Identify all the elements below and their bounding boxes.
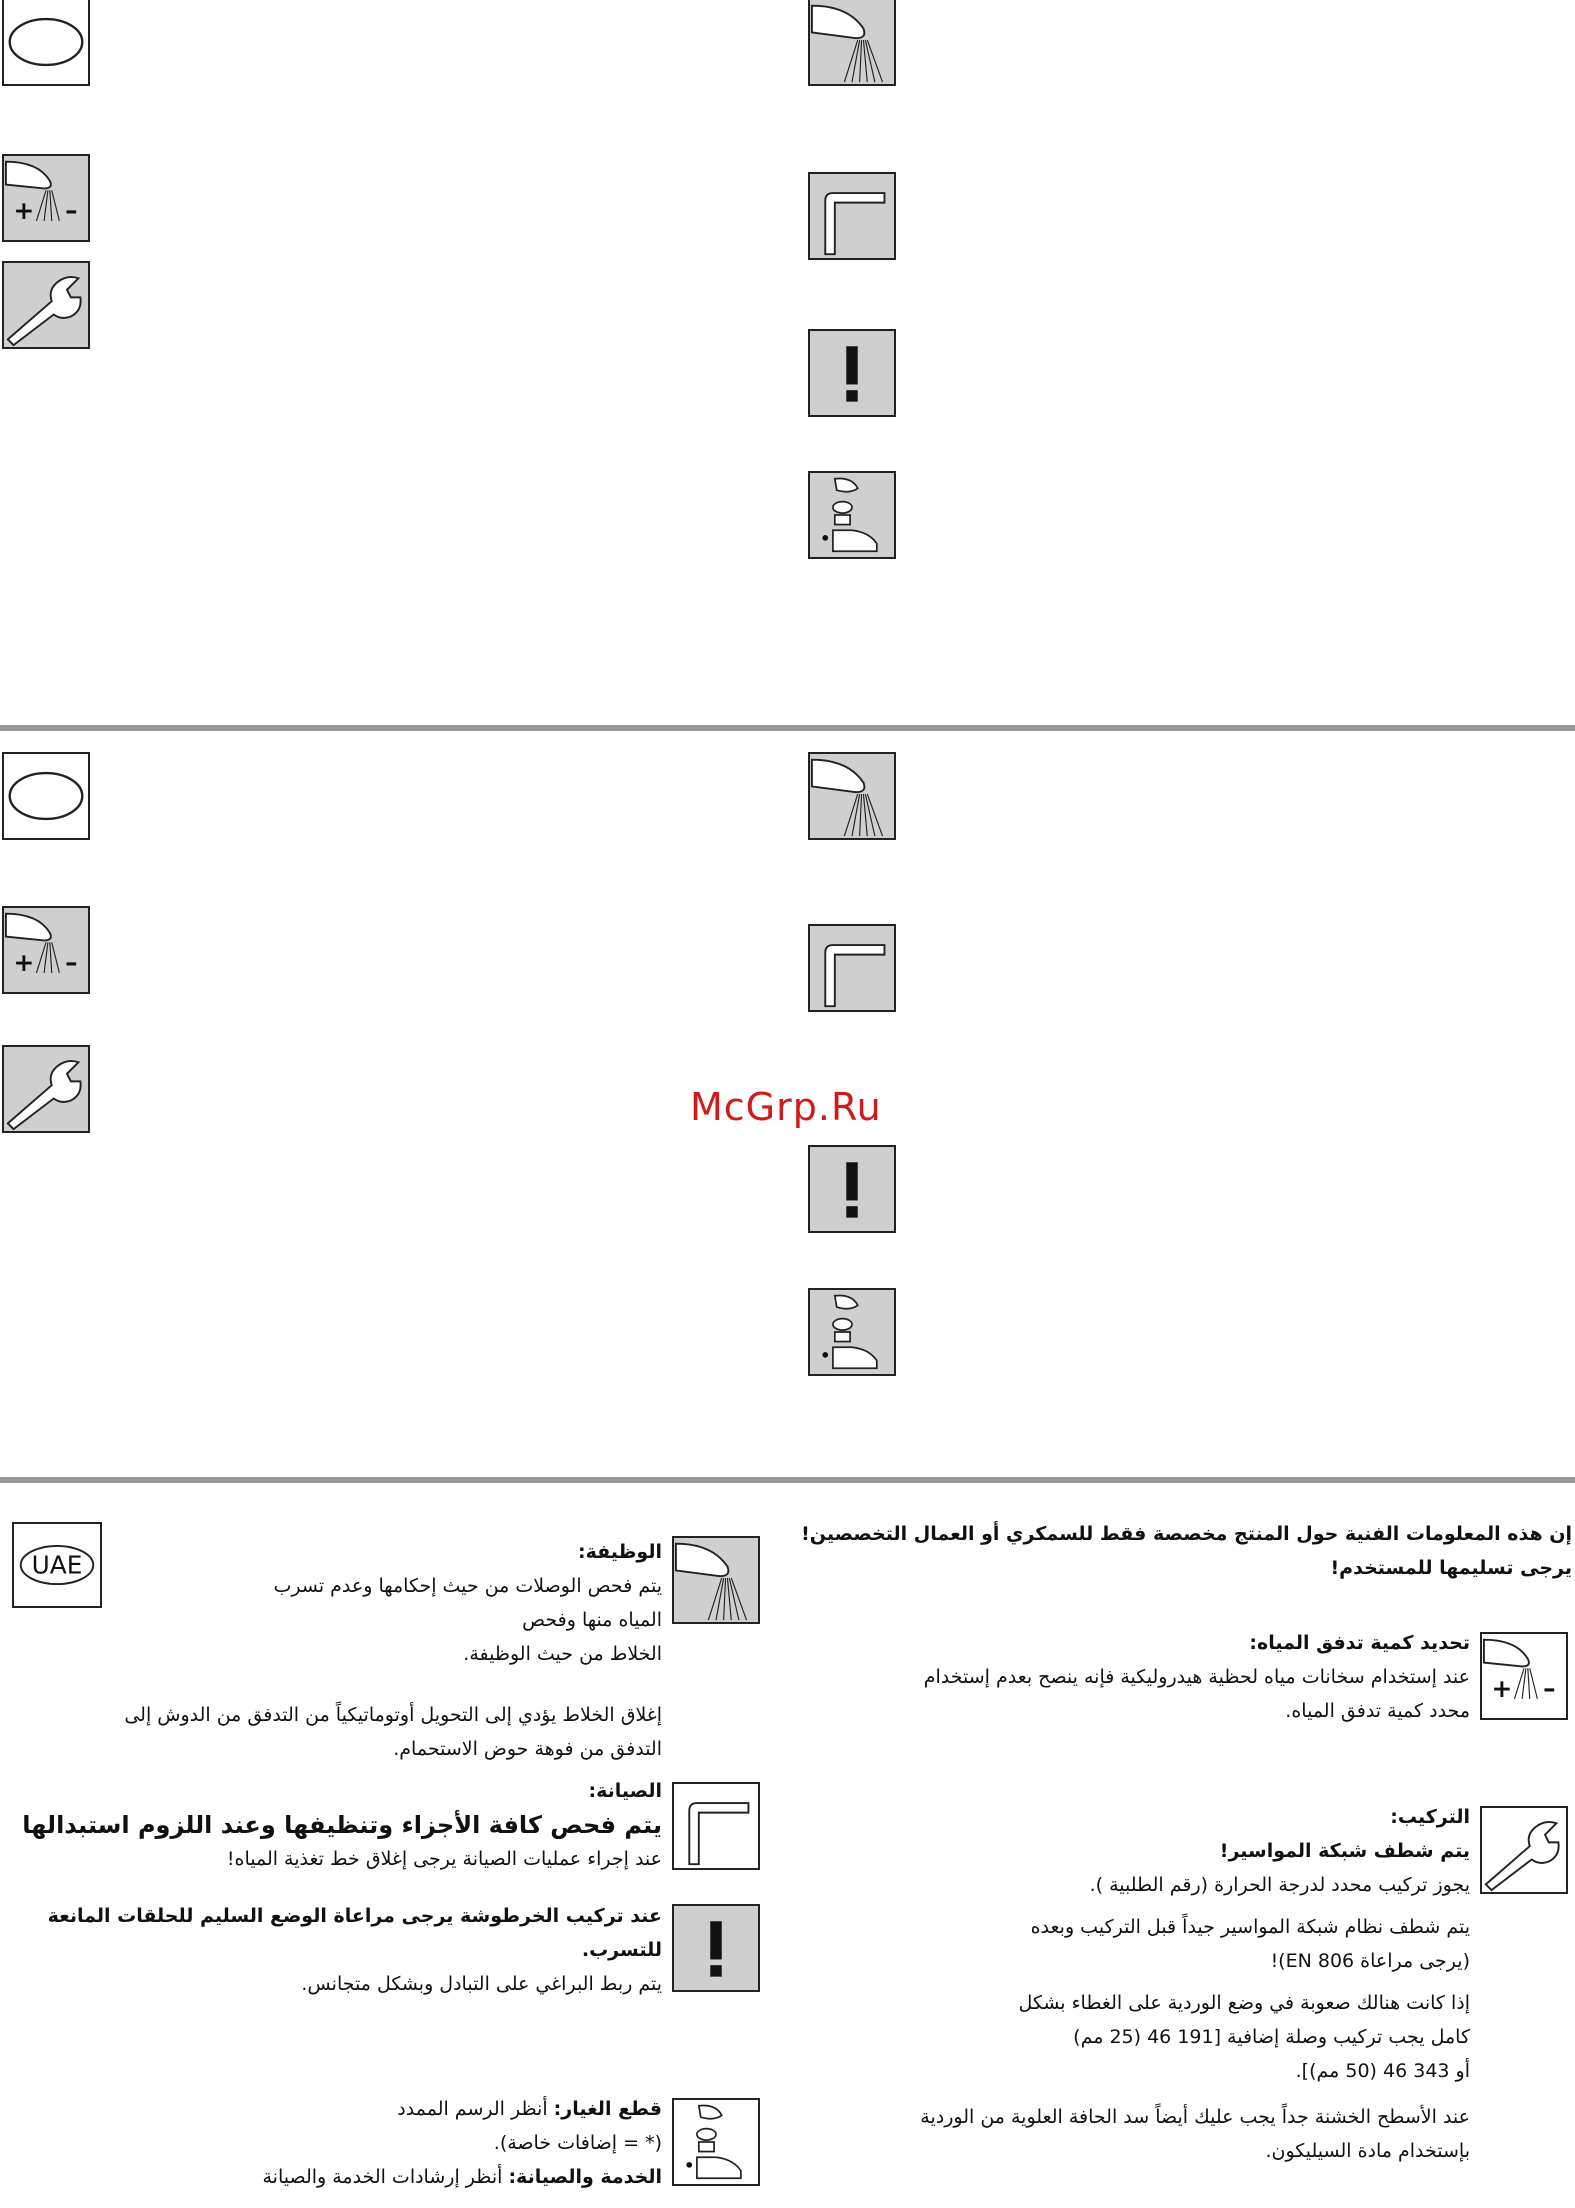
warning-icon-box-3 bbox=[672, 1904, 760, 1992]
flow-adjust-icon-box-3 bbox=[1480, 1632, 1568, 1720]
install-line-4: إذا كانت هنالك صعوبة في وضع الوردية على الغطاء بشكل bbox=[1018, 1992, 1470, 2014]
function-section-cont bbox=[8, 1698, 662, 1766]
warning-icon bbox=[674, 1906, 758, 1990]
spray-icon-box-1 bbox=[808, 0, 896, 86]
spray-icon bbox=[810, 0, 894, 84]
svg-text:+: + bbox=[13, 948, 35, 977]
function-line-4: إغلاق الخلاط يؤدي إلى التحويل أوتوماتيكياً من التدفق من الدوش إلى bbox=[124, 1704, 662, 1726]
install-subheading: يتم شطف شبكة المواسير! bbox=[1219, 1840, 1470, 1862]
install-line-1: يجوز تركيب محدد لدرجة الحرارة (رقم الطلبية ). bbox=[1089, 1874, 1470, 1896]
cartridge-bold-line: عند تركيب الخرطوشة يرجى مراعاة الوضع السليم للحلقات المانعة للتسرب. bbox=[47, 1905, 662, 1961]
intro-block bbox=[800, 1517, 1572, 1585]
hex-key-icon bbox=[810, 174, 894, 258]
flow-adjust-icon-box-1 bbox=[2, 154, 90, 242]
spare-parts-icon-box-3 bbox=[672, 2098, 760, 2186]
wrench-icon-box-1 bbox=[2, 261, 90, 349]
maintenance-section bbox=[8, 1774, 662, 1876]
maintenance-line-1: عند إجراء عمليات الصيانة يرجى إغلاق خط تغذية المياه! bbox=[226, 1848, 662, 1870]
uae-badge-box bbox=[12, 1522, 102, 1608]
install-line-7: عند الأسطح الخشنة جداً يجب عليك أيضاً سد الحافة العلوية من الوردية bbox=[920, 2106, 1470, 2128]
svg-text:–: – bbox=[1543, 1674, 1556, 1703]
spray-icon-box-2 bbox=[808, 752, 896, 840]
svg-text:–: – bbox=[65, 948, 78, 977]
spares-line-2: (* = إضافات خاصة). bbox=[493, 2132, 662, 2154]
hex-key-icon-box-2 bbox=[808, 924, 896, 1012]
function-line-5: التدفق من فوهة حوض الاستحمام. bbox=[393, 1738, 662, 1760]
flow-adjust-icon bbox=[1482, 1634, 1566, 1718]
hex-key-icon bbox=[810, 926, 894, 1010]
install-line-8: بإستخدام مادة السيليكون. bbox=[1265, 2140, 1470, 2162]
spare-parts-icon bbox=[810, 473, 894, 557]
watermark: McGrp.Ru bbox=[690, 1085, 882, 1129]
service-text: أنظر إرشادات الخدمة والصيانة bbox=[262, 2166, 503, 2188]
spare-parts-icon-box-2 bbox=[808, 1288, 896, 1376]
wrench-icon-box-3 bbox=[1480, 1806, 1568, 1894]
spares-text: أنظر الرسم الممدد bbox=[397, 2098, 548, 2120]
spares-section bbox=[150, 2092, 662, 2194]
section-divider-1 bbox=[0, 725, 1575, 731]
spares-line-1 bbox=[150, 2092, 662, 2126]
svg-text:–: – bbox=[65, 196, 78, 225]
oval-icon-box-2 bbox=[2, 752, 90, 840]
intro-line-1: إن هذه المعلومات الفنية حول المنتج مخصصة فقط للسمكري أو العمال التخصصين! bbox=[801, 1523, 1572, 1545]
warning-icon bbox=[810, 1147, 894, 1231]
install-line-3: (يرجى مراعاة EN 806)! bbox=[1270, 1950, 1470, 1972]
oval-icon bbox=[4, 754, 88, 838]
flow-adjust-icon-box-2 bbox=[2, 906, 90, 994]
spray-icon bbox=[810, 754, 894, 838]
hex-key-icon-box-3 bbox=[672, 1782, 760, 1870]
cartridge-section bbox=[8, 1899, 662, 2001]
install-heading: التركيب: bbox=[1390, 1806, 1470, 1828]
svg-text:+: + bbox=[1491, 1674, 1513, 1703]
svg-text:UAE: UAE bbox=[31, 1550, 83, 1580]
oval-icon bbox=[4, 0, 88, 84]
service-line bbox=[150, 2160, 662, 2194]
maintenance-heading: الصيانة: bbox=[588, 1780, 662, 1802]
warning-icon-box-1 bbox=[808, 329, 896, 417]
service-label: الخدمة والصيانة: bbox=[508, 2166, 662, 2188]
maintenance-bold-line: يتم فحص كافة الأجزاء وتنظيفها وعند اللزوم استبدالها bbox=[22, 1811, 662, 1839]
wrench-icon bbox=[4, 1047, 88, 1131]
function-line-1: يتم فحص الوصلات من حيث إحكامها وعدم تسرب bbox=[273, 1575, 662, 1597]
flow-line-2: محدد كمية تدفق المياه. bbox=[1285, 1700, 1470, 1722]
spares-label: قطع الغيار: bbox=[553, 2098, 662, 2120]
function-section bbox=[150, 1535, 662, 1671]
spray-icon bbox=[674, 1538, 758, 1622]
install-section bbox=[800, 1800, 1470, 2168]
install-line-6: أو 343 46 (50 مم)]. bbox=[1295, 2060, 1470, 2082]
flow-heading: تحديد كمية تدفق المياه: bbox=[1249, 1632, 1470, 1654]
flow-adjust-icon bbox=[4, 908, 88, 992]
uae-badge bbox=[14, 1524, 100, 1606]
flow-line-1: عند إستخدام سخانات مياه لحظية هيدروليكية فإنه ينصح بعدم إستخدام bbox=[923, 1666, 1470, 1688]
function-line-2: المياه منها وفحص bbox=[522, 1609, 662, 1631]
spare-parts-icon bbox=[674, 2100, 758, 2184]
function-heading: الوظيفة: bbox=[577, 1541, 662, 1563]
function-line-3: الخلاط من حيث الوظيفة. bbox=[463, 1643, 662, 1665]
install-line-5: كامل يجب تركيب وصلة إضافية [191 46 (25 مم) bbox=[1073, 2026, 1470, 2048]
hex-key-icon-box-1 bbox=[808, 172, 896, 260]
hex-key-icon bbox=[674, 1784, 758, 1868]
flow-section bbox=[800, 1626, 1470, 1728]
wrench-icon bbox=[4, 263, 88, 347]
wrench-icon bbox=[1482, 1808, 1566, 1892]
warning-icon-box-2 bbox=[808, 1145, 896, 1233]
warning-icon bbox=[810, 331, 894, 415]
spare-parts-icon-box-1 bbox=[808, 471, 896, 559]
section-divider-2 bbox=[0, 1477, 1575, 1483]
intro-line-2: يرجى تسليمها للمستخدم! bbox=[1330, 1557, 1572, 1579]
oval-icon-box-1 bbox=[2, 0, 90, 86]
install-line-2: يتم شطف نظام شبكة المواسير جيداً قبل التركيب وبعده bbox=[1030, 1916, 1470, 1938]
spray-icon-box-3 bbox=[672, 1536, 760, 1624]
flow-adjust-icon bbox=[4, 156, 88, 240]
wrench-icon-box-2 bbox=[2, 1045, 90, 1133]
spare-parts-icon bbox=[810, 1290, 894, 1374]
cartridge-line-1: يتم ربط البراغي على التبادل وبشكل متجانس. bbox=[301, 1973, 662, 1995]
svg-text:+: + bbox=[13, 196, 35, 225]
